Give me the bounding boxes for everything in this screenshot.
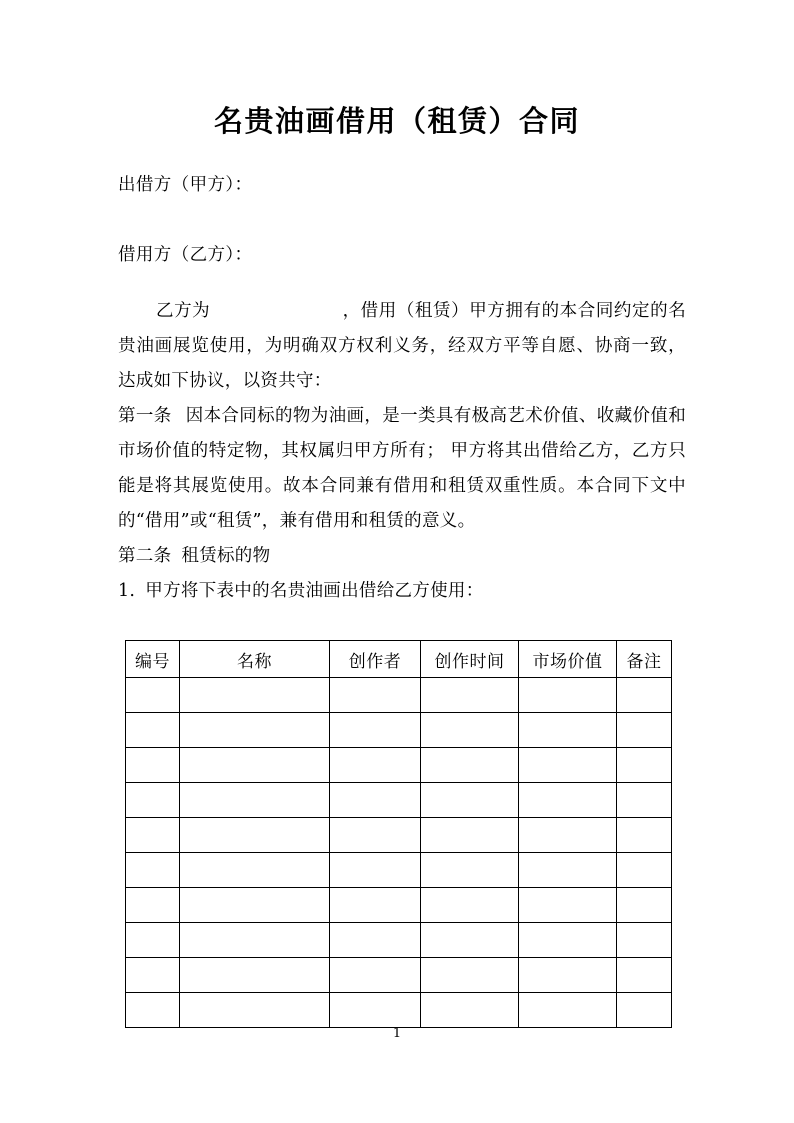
table-cell[interactable] — [126, 923, 180, 958]
table-cell[interactable] — [421, 678, 519, 713]
lender-party-line: 出借方（甲方）： — [118, 175, 253, 195]
table-cell[interactable] — [519, 958, 617, 993]
table-cell[interactable] — [330, 853, 421, 888]
party-block — [118, 168, 684, 273]
table-header-cell: 名称 — [180, 641, 330, 678]
page-number: 1 — [392, 1026, 402, 1041]
table-cell[interactable] — [126, 958, 180, 993]
table-row[interactable] — [126, 818, 672, 853]
article-one-text: 因本合同标的物为油画，是一类具有极高艺术价值、收藏价值和市场价值的特定物，其权属归甲方所有； 甲方将其出借给乙方，乙方只能是将其展览使用。故本合同兼有借用和租赁双重性质。本合同下文中的“借用”或“租赁”，兼有借用和租赁的意义。 — [118, 406, 686, 531]
table-cell[interactable] — [519, 678, 617, 713]
table-cell[interactable] — [617, 923, 672, 958]
table-row[interactable] — [126, 748, 672, 783]
table-cell[interactable] — [180, 993, 330, 1028]
body-block — [118, 294, 686, 609]
article-two-heading: 第二条 — [118, 546, 172, 566]
table-body — [126, 678, 672, 1028]
paintings-table — [125, 640, 672, 1028]
table-cell[interactable] — [421, 853, 519, 888]
table-cell[interactable] — [180, 678, 330, 713]
table-cell[interactable] — [421, 748, 519, 783]
table-cell[interactable] — [330, 923, 421, 958]
table-cell[interactable] — [617, 748, 672, 783]
table-header-cell: 创作时间 — [421, 641, 519, 678]
table-cell[interactable] — [421, 958, 519, 993]
table-row[interactable] — [126, 923, 672, 958]
table-cell[interactable] — [126, 853, 180, 888]
table-cell[interactable] — [421, 783, 519, 818]
list-item-text: 甲方将下表中的名贵油画出借给乙方使用： — [145, 581, 484, 601]
preamble-paragraph — [118, 294, 686, 399]
table-cell[interactable] — [519, 818, 617, 853]
table-cell[interactable] — [519, 993, 617, 1028]
table-cell[interactable] — [330, 713, 421, 748]
table-cell[interactable] — [617, 678, 672, 713]
table-cell[interactable] — [421, 993, 519, 1028]
table-cell[interactable] — [617, 993, 672, 1028]
table-header-cell: 创作者 — [330, 641, 421, 678]
table-cell[interactable] — [330, 783, 421, 818]
table-cell[interactable] — [617, 958, 672, 993]
table-cell[interactable] — [180, 783, 330, 818]
table-cell[interactable] — [330, 958, 421, 993]
table-row[interactable] — [126, 678, 672, 713]
table-cell[interactable] — [126, 993, 180, 1028]
article-two-paragraph — [118, 539, 686, 574]
table-cell[interactable] — [617, 853, 672, 888]
table-cell[interactable] — [180, 713, 330, 748]
table-cell[interactable] — [126, 818, 180, 853]
table-header-cell: 备注 — [617, 641, 672, 678]
paintings-table-wrapper — [125, 640, 671, 1028]
borrower-party-line: 借用方（乙方）： — [118, 245, 253, 265]
table-cell[interactable] — [421, 818, 519, 853]
table-cell[interactable] — [126, 748, 180, 783]
table-cell[interactable] — [519, 853, 617, 888]
table-cell[interactable] — [126, 783, 180, 818]
table-header-cell: 编号 — [126, 641, 180, 678]
table-cell[interactable] — [617, 818, 672, 853]
page-title: 名贵油画借用（租赁）合同 — [213, 104, 580, 139]
list-item-marker: 1. — [118, 581, 136, 601]
preamble-lead: 乙方为 — [156, 301, 211, 321]
list-item — [118, 574, 686, 609]
table-header-row — [126, 641, 672, 678]
table-cell[interactable] — [421, 888, 519, 923]
table-row[interactable] — [126, 783, 672, 818]
table-cell[interactable] — [126, 678, 180, 713]
table-cell[interactable] — [180, 958, 330, 993]
preamble-rest: ，借用（租赁）甲方拥有的本合同约定的名贵油画展览使用，为明确双方权利义务，经双方平等自愿、协商一致，达成如下协议，以资共守： — [118, 301, 686, 391]
article-one-heading: 第一条 — [118, 406, 172, 426]
table-cell[interactable] — [519, 713, 617, 748]
table-cell[interactable] — [330, 888, 421, 923]
table-cell[interactable] — [617, 888, 672, 923]
table-cell[interactable] — [519, 783, 617, 818]
table-row[interactable] — [126, 713, 672, 748]
table-row[interactable] — [126, 888, 672, 923]
table-cell[interactable] — [421, 713, 519, 748]
table-cell[interactable] — [180, 818, 330, 853]
article-one-paragraph — [118, 399, 686, 539]
table-cell[interactable] — [180, 923, 330, 958]
table-cell[interactable] — [126, 888, 180, 923]
table-cell[interactable] — [330, 818, 421, 853]
table-cell[interactable] — [617, 783, 672, 818]
table-cell[interactable] — [519, 888, 617, 923]
table-cell[interactable] — [180, 748, 330, 783]
article-two-text: 租赁标的物 — [181, 546, 271, 566]
table-cell[interactable] — [519, 748, 617, 783]
table-row[interactable] — [126, 853, 672, 888]
table-cell[interactable] — [617, 713, 672, 748]
table-cell[interactable] — [126, 713, 180, 748]
table-cell[interactable] — [330, 678, 421, 713]
table-cell[interactable] — [421, 923, 519, 958]
table-row[interactable] — [126, 958, 672, 993]
table-cell[interactable] — [330, 993, 421, 1028]
table-cell[interactable] — [519, 923, 617, 958]
table-row[interactable] — [126, 993, 672, 1028]
table-cell[interactable] — [180, 888, 330, 923]
table-header-cell: 市场价值 — [519, 641, 617, 678]
table-cell[interactable] — [330, 748, 421, 783]
party-spacer — [118, 203, 684, 238]
table-cell[interactable] — [180, 853, 330, 888]
